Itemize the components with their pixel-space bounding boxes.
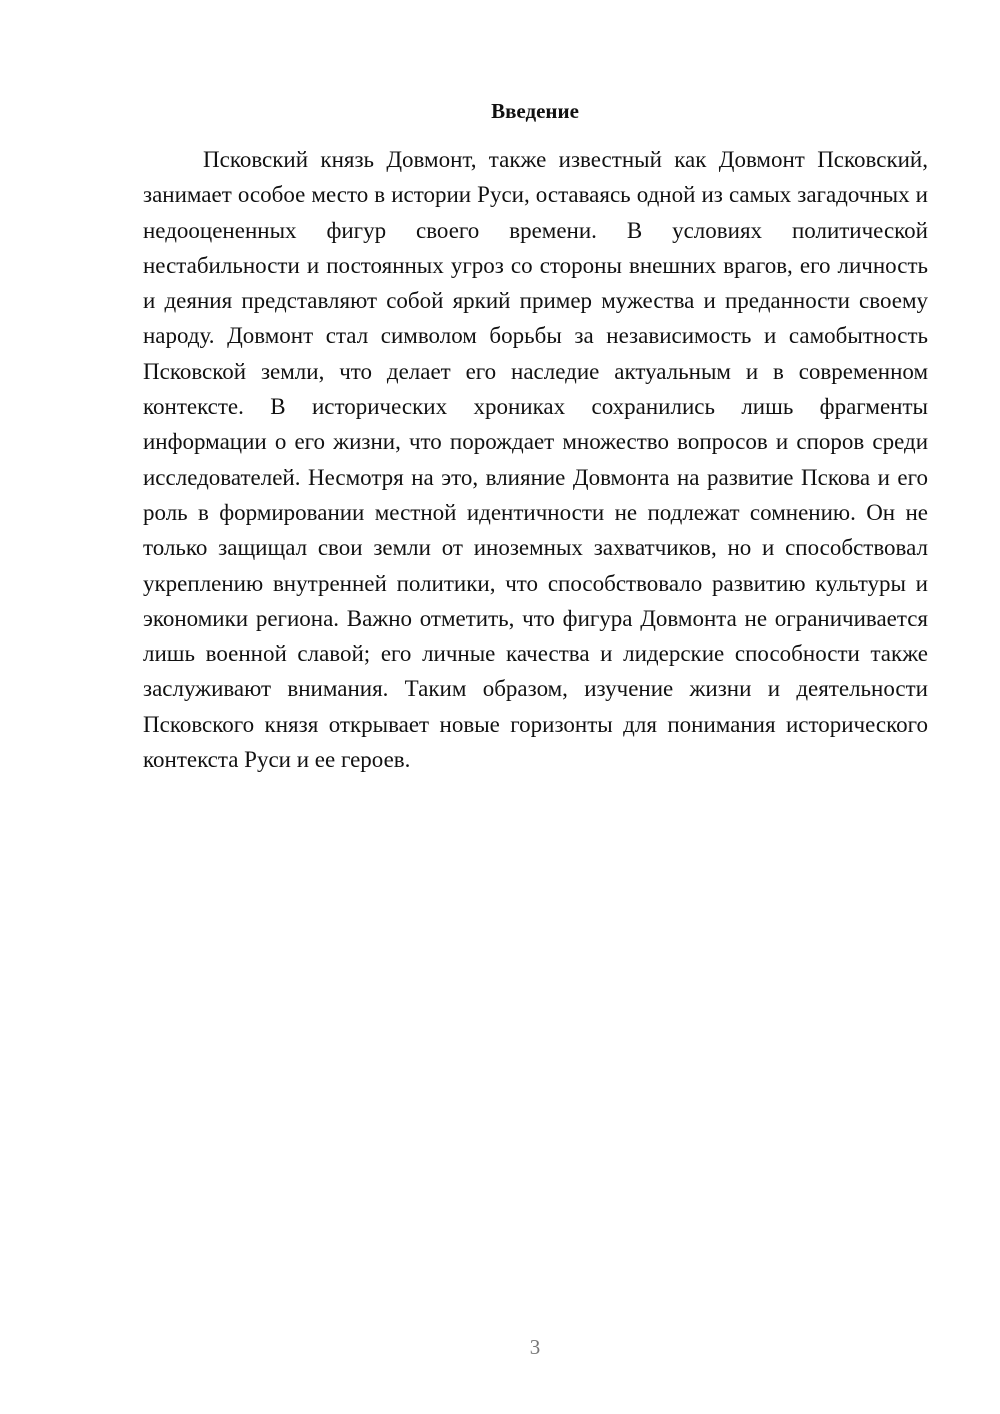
page-number: 3 [529, 1335, 541, 1359]
section-heading: Введение [491, 99, 579, 123]
body-paragraph: Псковский князь Довмонт, также известный как Довмонт Псковский, занимает особое место в истории Руси, оставаясь одной из самых загадочных и недооцененных фигур своего времени. В условиях политической нестабильности и постоянных угроз со стороны внешних врагов, его личность и деяния представляют собой яркий пример мужества и преданности своему народу. Довмонт стал символом борьбы за независимость и самобытность Псковской земли, что делает его наследие актуальным и в современном контексте. В исторических хрониках сохранились лишь фрагменты информации о его жизни, что порождает множество вопросов и споров среди исследователей. Несмотря на это, влияние Довмонта на развитие Пскова и его роль в формировании местной идентичности не подлежат сомнению. Он не только защищал свои земли от иноземных захватчиков, но и способствовал укреплению внутренней политики, что способствовало развитию культуры и экономики региона. Важно отметить, что фигура Довмонта не ограничивается лишь военной славой; его личные качества и лидерские способности также заслуживают внимания. Таким образом, изучение жизни и деятельности Псковского князя открывает новые горизонты для понимания исторического контекста Руси и ее героев. [143, 147, 928, 773]
